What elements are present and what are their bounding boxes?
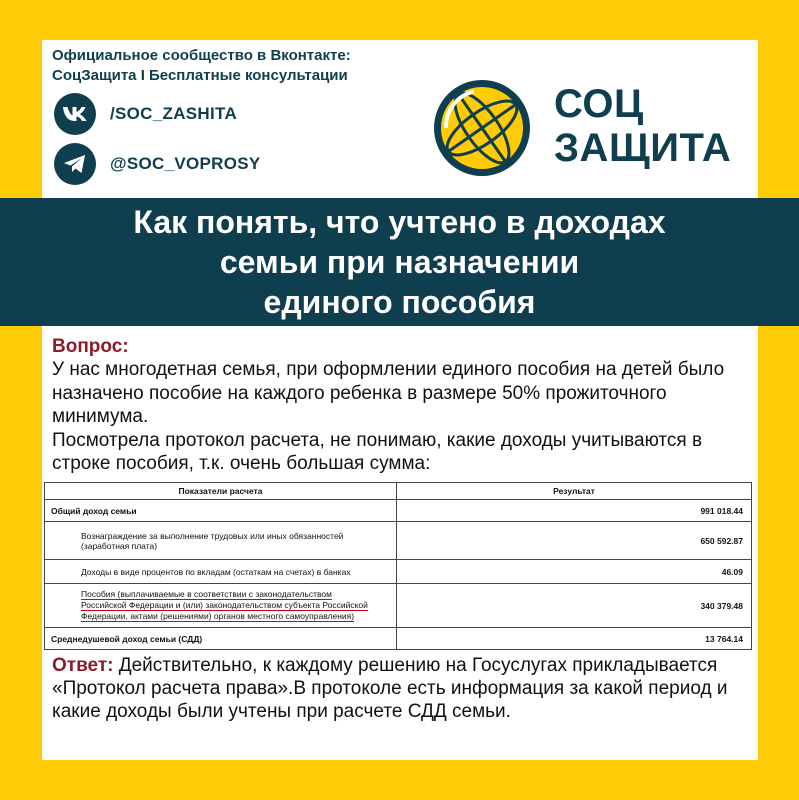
row-value: 340 379.48 [397, 584, 752, 628]
vk-icon [54, 93, 96, 135]
telegram-link[interactable] [54, 143, 261, 185]
globe-icon [432, 78, 532, 178]
community-info [52, 46, 351, 86]
answer-label: Ответ: [52, 655, 114, 676]
calculation-table [44, 482, 752, 650]
answer-text: Действительно, к каждому решению на Госуслугах прикладывается «Протокол расчета права».В протоколе есть информация за какой период и какие доходы были учтены при расчете СДД семьи. [52, 655, 728, 722]
telegram-icon [54, 143, 96, 185]
question-section [52, 336, 752, 476]
community-line-1: Официальное сообщество в Вконтакте: [52, 47, 351, 64]
vk-link[interactable] [54, 93, 237, 135]
row-value: 650 592.87 [397, 522, 752, 560]
row-value: 991 018.44 [397, 500, 752, 522]
telegram-handle: @SOC_VOPROSY [110, 154, 261, 173]
table-row [45, 500, 752, 522]
logo-text [554, 82, 731, 170]
soc-zashita-logo [432, 78, 732, 178]
title-line-2: семьи при назначении [219, 244, 580, 280]
question-paragraph-1: У нас многодетная семья, при оформлении единого пособия на детей было назначено пособие на каждого ребенка в размере 50% прожиточного минимума. [52, 359, 725, 427]
header-result: Результат [397, 483, 752, 500]
benefits-line-2: Российской Федерации и (или) законодательством субъекта Российской [81, 600, 368, 610]
title-banner [0, 198, 799, 326]
header-indicators: Показатели расчета [45, 483, 397, 500]
table-row [45, 628, 752, 650]
table-row [45, 522, 752, 560]
row-label-benefits [45, 584, 397, 628]
header [42, 40, 758, 198]
community-line-2: СоцЗащита I Бесплатные консультации [52, 67, 348, 84]
table-header-row [45, 483, 752, 500]
logo-line-1: СОЦ [554, 82, 644, 126]
title-line-1: Как понять, что учтено в доходах [133, 204, 666, 240]
question-label: Вопрос: [52, 336, 129, 357]
benefits-line-3: Федерации, актами (решениями) органов местного самоуправления) [81, 611, 355, 621]
row-label: Общий доход семьи [45, 500, 397, 522]
row-value: 13 764.14 [397, 628, 752, 650]
title-line-3: единого пособия [263, 284, 536, 320]
table-row [45, 584, 752, 628]
vk-handle: /SOC_ZASHITA [110, 104, 238, 123]
row-label: Вознаграждение за выполнение трудовых или иных обязанностей (заработная плата) [45, 522, 397, 560]
table-row [45, 560, 752, 584]
question-paragraph-2: Посмотрела протокол расчета, не понимаю, какие доходы учитываются в строке пособия, т.к. очень большая сумма: [52, 429, 703, 474]
benefits-line-1: Пособия (выплачиваемые в соответствии с законодательством [81, 589, 332, 599]
answer-section [52, 654, 742, 723]
row-label: Среднедушевой доход семьи (СДД) [45, 628, 397, 650]
logo-line-2: ЗАЩИТА [554, 126, 732, 170]
row-value: 46.09 [397, 560, 752, 584]
row-label: Доходы в виде процентов по вкладам (остаткам на счетах) в банках [45, 560, 397, 584]
